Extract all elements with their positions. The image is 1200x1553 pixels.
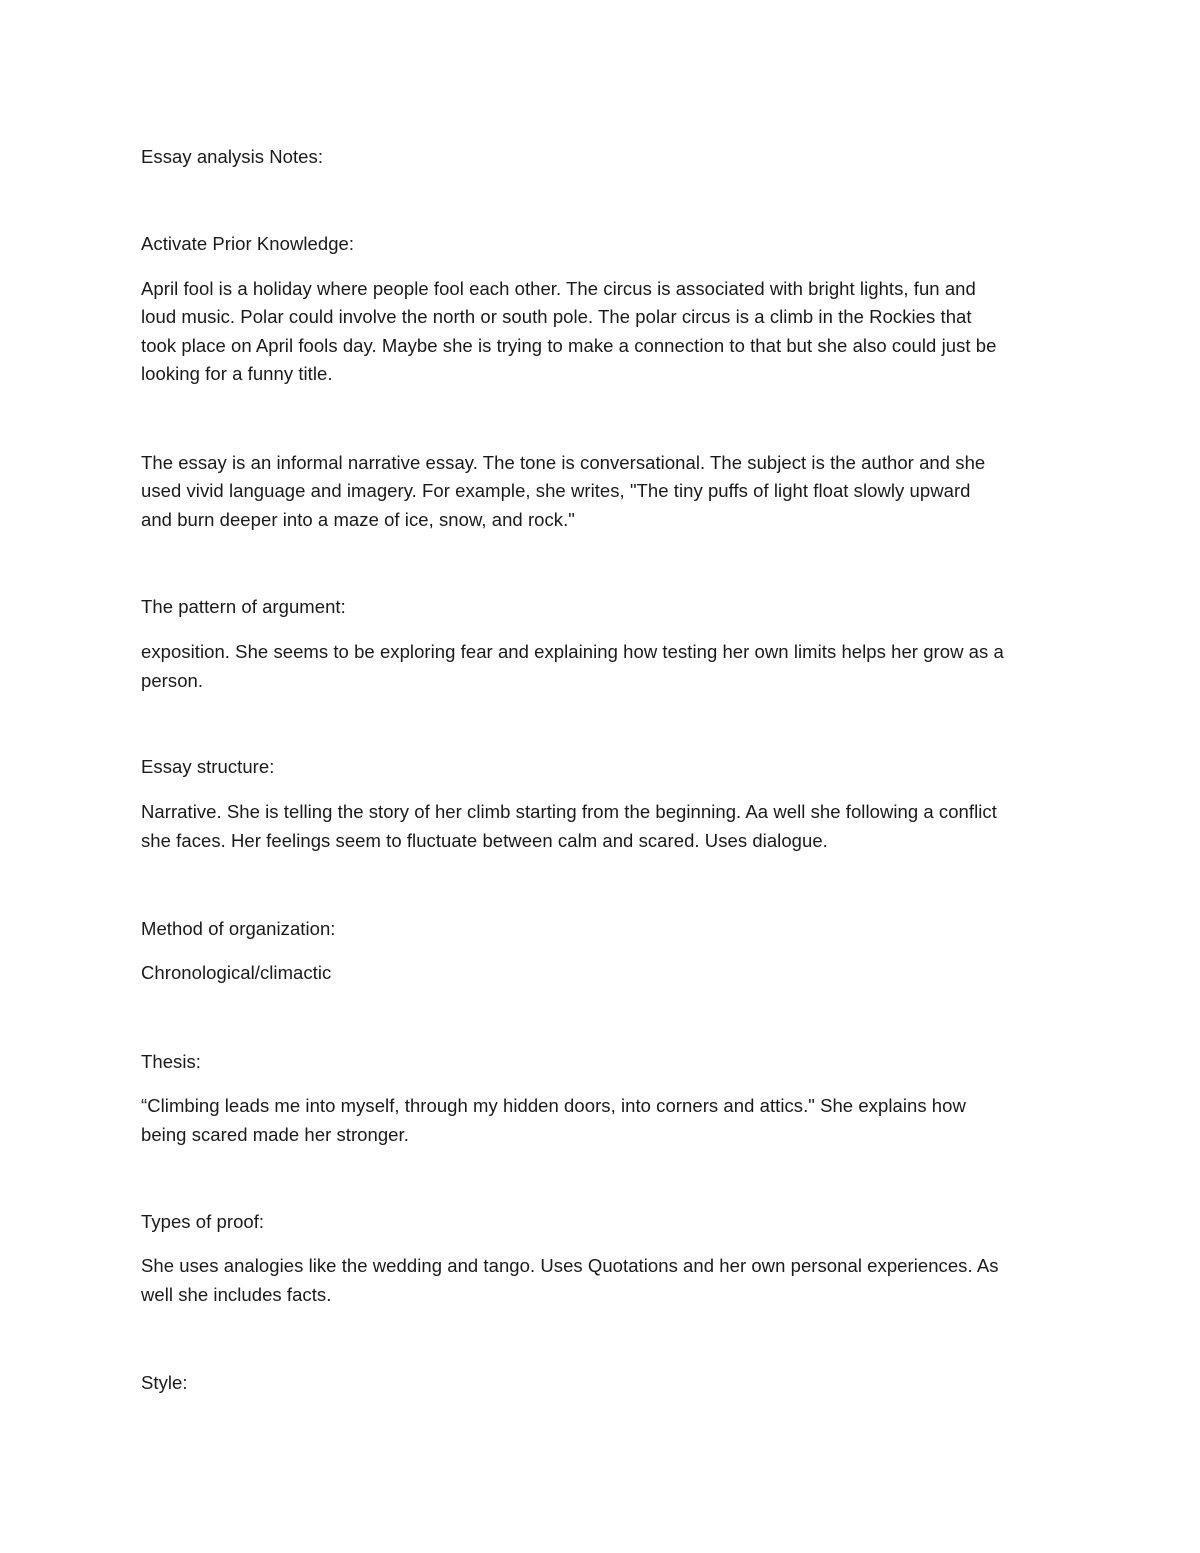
section-heading-pattern-of-argument: The pattern of argument: bbox=[141, 596, 346, 617]
paragraph-line: She uses analogies like the wedding and tango. Uses Quotations and her own personal experiences. As bbox=[141, 1255, 999, 1276]
paragraph-line: well she includes facts. bbox=[141, 1284, 332, 1305]
paragraph-line: and burn deeper into a maze of ice, snow, and rock." bbox=[141, 509, 575, 530]
paragraph-line: she faces. Her feelings seem to fluctuate between calm and scared. Uses dialogue. bbox=[141, 830, 828, 851]
document-title: Essay analysis Notes: bbox=[141, 146, 324, 167]
section-heading-essay-structure: Essay structure: bbox=[141, 756, 275, 777]
section-heading-style: Style: bbox=[141, 1372, 188, 1393]
paragraph-line: person. bbox=[141, 670, 204, 691]
paragraph-line: “Climbing leads me into myself, through my hidden doors, into corners and attics." She explains how bbox=[141, 1095, 966, 1116]
section-heading-types-of-proof: Types of proof: bbox=[141, 1211, 265, 1232]
paragraph-line: loud music. Polar could involve the north or south pole. The polar circus is a climb in the Rockies that bbox=[141, 306, 972, 327]
paragraph-line: took place on April fools day. Maybe she is trying to make a connection to that but she also could just be bbox=[141, 335, 997, 356]
section-heading-thesis: Thesis: bbox=[141, 1051, 201, 1072]
paragraph-line: looking for a funny title. bbox=[141, 363, 333, 384]
paragraph-line: April fool is a holiday where people fool each other. The circus is associated with bright lights, fun and bbox=[141, 278, 976, 299]
paragraph-line: exposition. She seems to be exploring fear and explaining how testing her own limits helps her grow as a bbox=[141, 641, 1004, 662]
paragraph-line: used vivid language and imagery. For example, she writes, "The tiny puffs of light float slowly upward bbox=[141, 480, 971, 501]
paragraph-line: being scared made her stronger. bbox=[141, 1124, 409, 1145]
section-heading-prior-knowledge: Activate Prior Knowledge: bbox=[141, 233, 355, 254]
section-heading-method-of-organization: Method of organization: bbox=[141, 918, 336, 939]
paragraph-line: Narrative. She is telling the story of her climb starting from the beginning. Aa well she following a conflict bbox=[141, 801, 997, 822]
paragraph-line: Chronological/climactic bbox=[141, 962, 332, 983]
paragraph-line: The essay is an informal narrative essay. The tone is conversational. The subject is the author and she bbox=[141, 452, 986, 473]
